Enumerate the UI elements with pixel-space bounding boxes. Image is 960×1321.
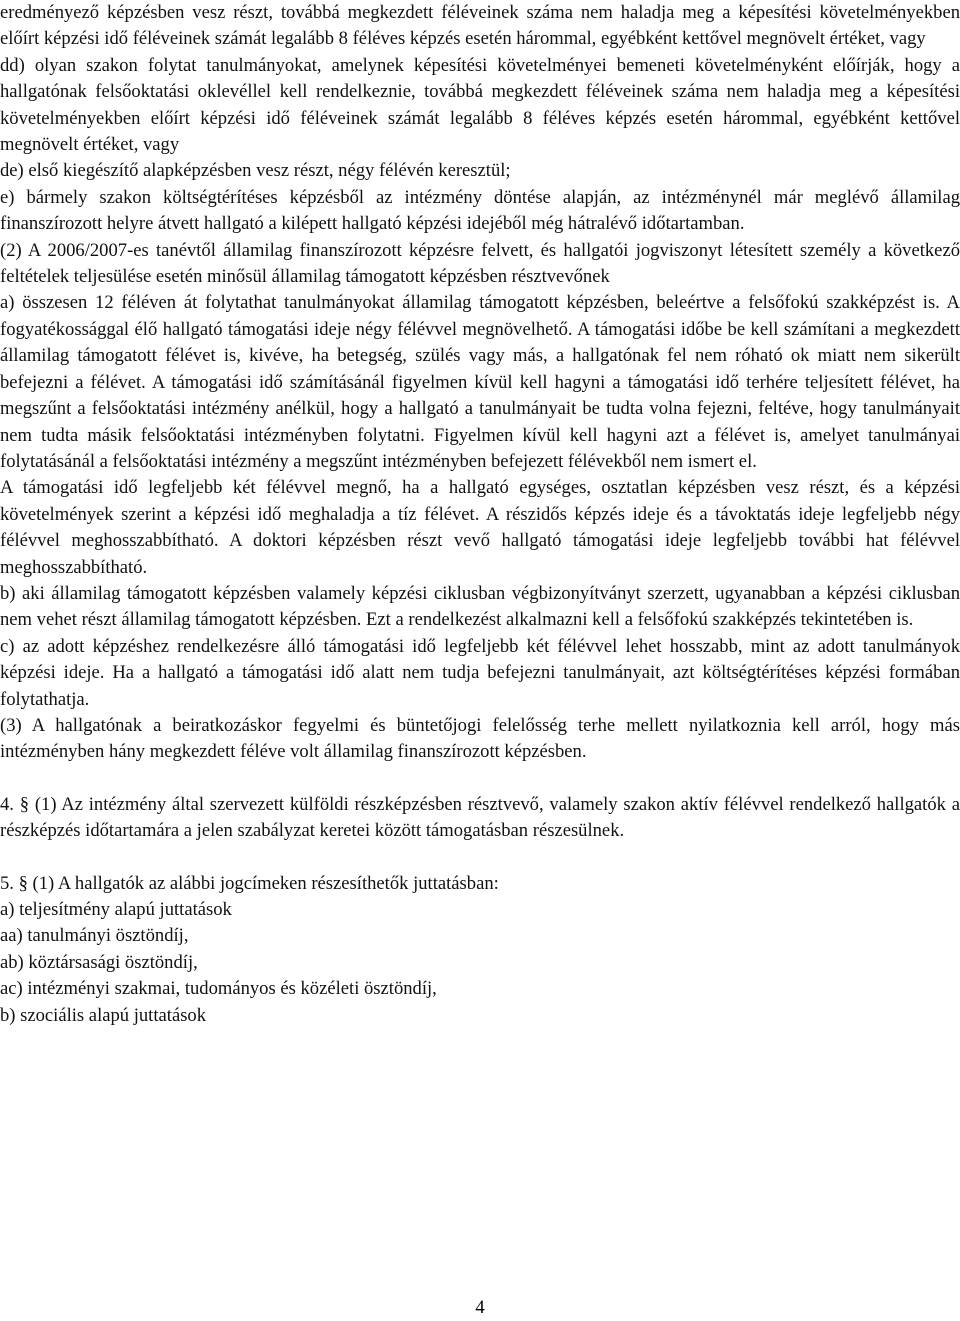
paragraph: b) aki államilag támogatott képzésben valamely képzési ciklusban végbizonyítványt szerzett, ugyanabban a képzési ciklusban nem vehet részt államilag támogatott képzésben. Ezt a rendelkezést alkalmazni kell a felsőfokú szakképzés tekintetében is. xyxy=(0,582,960,631)
list-item: a) teljesítmény alapú juttatások xyxy=(0,899,232,920)
paragraph: dd) olyan szakon folytat tanulmányokat, amelynek képesítési követelményei bemeneti követelményként előírják, hogy a hallgatónak felsőoktatási oklevéllel kell rendelkeznie, továbbá megkezdett féléveinek száma nem haladja meg a képesítési követelményekben előírt képzési idő féléveinek számát legalább 8 féléves képzés esetén hárommal, egyébként kettővel megnövelt értéket, vagy xyxy=(0,54,960,156)
paragraph: e) bármely szakon költségtérítéses képzésből az intézmény döntése alapján, az intézménynél már meglévő államilag finanszírozott helyre átvett hallgató a kilépett hallgató képzési idejéből még hátralévő időtartamban. xyxy=(0,186,960,235)
paragraph: A támogatási idő legfeljebb két félévvel megnő, ha a hallgató egységes, osztatlan képzésben vesz részt, és a képzési követelmények szerint a képzési idő meghaladja a tíz félévet. A részidős képzés ideje és a távoktatás ideje legfeljebb négy félévvel meghosszabbítható. A doktori képzésben részt vevő hallgató támogatási ideje legfeljebb további hat félévvel meghosszabbítható. xyxy=(0,477,960,578)
paragraph: eredményező képzésben vesz részt, továbbá megkezdett féléveinek száma nem haladja meg a képesítési követelményekben előírt képzési idő féléveinek számát legalább 8 féléves képzés esetén hárommal, egyébként kettővel megnövelt értéket, vagy xyxy=(0,2,960,50)
list-item: ac) intézményi szakmai, tudományos és közéleti ösztöndíj, xyxy=(0,978,437,1000)
spacer xyxy=(0,845,960,871)
list-item: ab) köztársasági ösztöndíj, xyxy=(0,951,198,973)
paragraph: a) összesen 12 féléven át folytathat tanulmányokat államilag támogatott képzésben, beleértve a felsőfokú szakképzést is. A fogyatékossággal élő hallgató támogatási ideje négy félévvel megnövelhető. A támogatási időbe be kell számítani a megkezdett államilag támogatott félévet is, kivéve, ha betegség, szülés vagy más, a hallgatónak fel nem róható ok miatt nem sikerült befejezni a félévet. A támogatási idő számításánál figyelmen kívül kell hagyni a támogatási idő terhére teljesített félévet, ha megszűnt a felsőoktatási intézmény anélkül, hogy a hallgató a tanulmányait be tudta volna fejezni, feltéve, hogy tanulmányait nem tudta másik felsőoktatási intézményben folytatni. Figyelmen kívül kell hagyni azt a félévet is, amelyet tanulmányai folytatásánál a felsőoktatási intézmény a megszűnt intézményben befejezett félévekből nem ismert el. xyxy=(0,292,960,472)
paragraph: de) első kiegészítő alapképzésben vesz részt, négy félévén keresztül; xyxy=(0,160,511,182)
page-number: 4 xyxy=(475,1297,485,1318)
section-5-heading: 5. § (1) A hallgatók az alábbi jogcímeken részesíthetők juttatásban: xyxy=(0,872,499,894)
spacer xyxy=(0,766,960,792)
paragraph: c) az adott képzéshez rendelkezésre álló támogatási idő legfeljebb két félévvel lehet hosszabb, mint az adott tanulmányok képzési ideje. Ha a hallgató a támogatási idő alatt nem tudja befejezni tanulmányait, azt költségtérítéses képzési formában folytathatja. xyxy=(0,635,960,710)
list-item: aa) tanulmányi ösztöndíj, xyxy=(0,925,189,947)
list-item: b) szociális alapú juttatások xyxy=(0,1004,207,1026)
paragraph: (2) A 2006/2007-es tanévtől államilag finanszírozott képzésre felvett, és hallgatói jogviszonyt létesített személy a következő feltételek teljesülése esetén minősül államilag támogatott képzésben résztvevőnek xyxy=(0,239,960,288)
section-4-paragraph: 4. § (1) Az intézmény által szervezett külföldi részképzésben résztvevő, valamely szakon aktív félévvel rendelkező hallgatók a részképzés időtartamára a jelen szabályzat keretei között támogatásban részesülnek. xyxy=(0,793,960,842)
paragraph: (3) A hallgatónak a beiratkozáskor fegyelmi és büntetőjogi felelősség terhe mellett nyilatkoznia kell arról, hogy más intézményben hány megkezdett féléve volt államilag finanszírozott képzésben. xyxy=(0,714,960,763)
